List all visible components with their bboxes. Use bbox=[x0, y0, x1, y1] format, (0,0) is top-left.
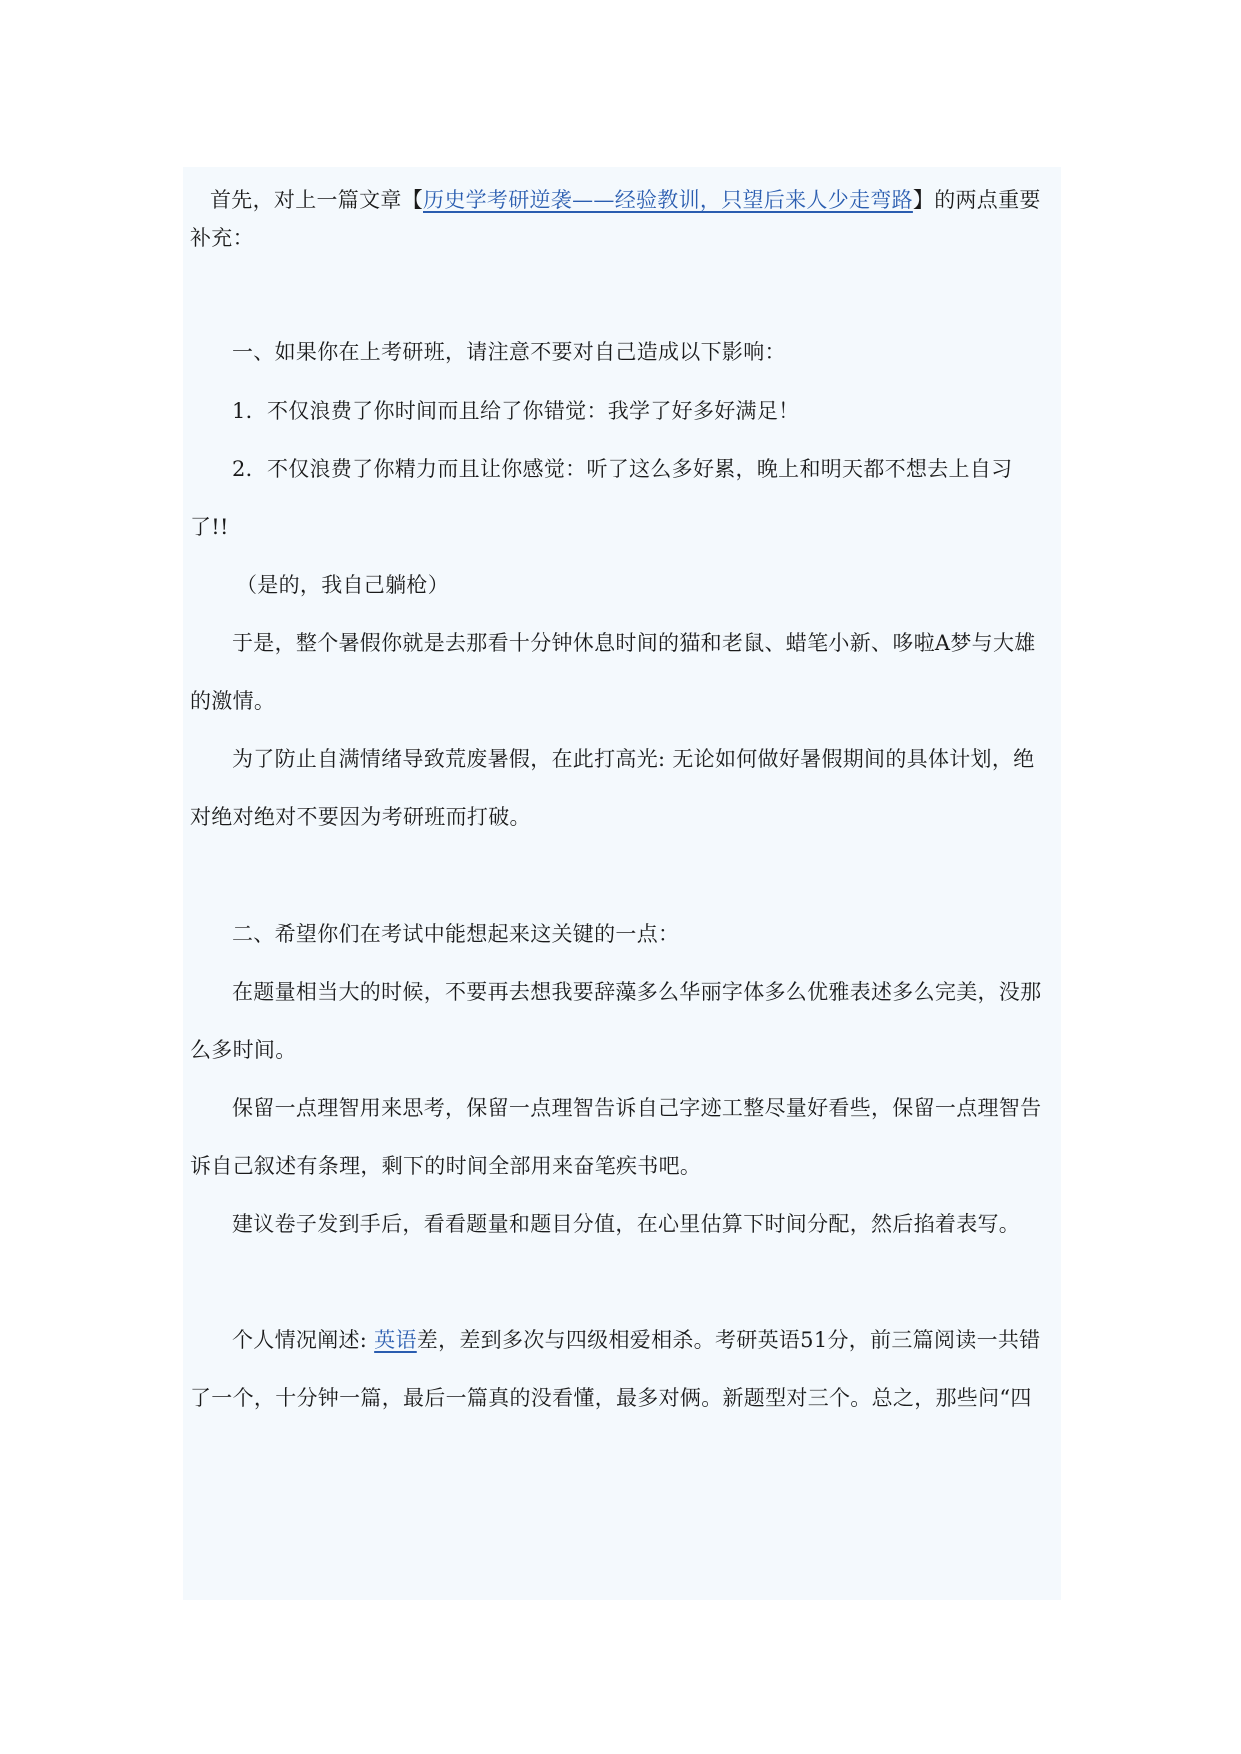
section1-p1-line1: 于是，整个暑假你就是去那看十分钟休息时间的猫和老鼠、蜡笔小新、哆啦A梦与大雄 bbox=[232, 631, 1036, 655]
intro-suffix: 】的两点重要 bbox=[912, 188, 1041, 212]
section2-heading: 二、希望你们在考试中能想起来这关键的一点： bbox=[232, 922, 680, 946]
section2-p3: 建议卷子发到手后，看看题量和题目分值，在心里估算下时间分配，然后掐着表写。 bbox=[232, 1212, 1021, 1236]
personal-prefix: 个人情况阐述: bbox=[232, 1328, 375, 1352]
previous-article-link[interactable]: 历史学考研逆袭——经验教训，只望后来人少走弯路 bbox=[423, 188, 913, 212]
section1-p2-line1: 为了防止自满情绪导致荒废暑假，在此打高光: 无论如何做好暑假期间的具体计划，绝 bbox=[232, 747, 1035, 771]
section1-aside: （是的，我自己躺枪） bbox=[236, 573, 449, 597]
section1-item1: 1．不仅浪费了你时间而且给了你错觉：我学了好多好满足！ bbox=[232, 399, 800, 423]
intro-continuation: 补充： bbox=[190, 226, 254, 250]
section2-p1-line1: 在题量相当大的时候，不要再去想我要辞藻多么华丽字体多么优雅表述多么完美，没那 bbox=[232, 980, 1042, 1004]
intro-prefix: 首先，对上一篇文章【 bbox=[210, 188, 423, 212]
section1-item2-line2: 了!! bbox=[190, 515, 229, 539]
personal-suffix: 差，差到多次与四级相爱相杀。考研英语51分，前三篇阅读一共错 bbox=[416, 1328, 1041, 1352]
english-link[interactable]: 英语 bbox=[374, 1328, 417, 1352]
intro-line bbox=[210, 186, 1041, 214]
section1-heading: 一、如果你在上考研班，请注意不要对自己造成以下影响： bbox=[232, 340, 786, 364]
section2-p2-line1: 保留一点理智用来思考，保留一点理智告诉自己字迹工整尽量好看些，保留一点理智告 bbox=[232, 1096, 1042, 1120]
section1-p1-line2: 的激情。 bbox=[190, 689, 276, 713]
section2-p1-line2: 么多时间。 bbox=[190, 1038, 297, 1062]
section1-item2-line1: 2．不仅浪费了你精力而且让你感觉：听了这么多好累，晚上和明天都不想去上自习 bbox=[232, 457, 1013, 481]
personal-line1 bbox=[232, 1326, 1040, 1354]
section2-p2-line2: 诉自己叙述有条理，剩下的时间全部用来奋笔疾书吧。 bbox=[190, 1154, 702, 1178]
personal-line2: 了一个，十分钟一篇，最后一篇真的没看懂，最多对俩。新题型对三个。总之，那些问“四 bbox=[190, 1386, 1032, 1410]
section1-p2-line2: 对绝对绝对不要因为考研班而打破。 bbox=[190, 805, 531, 829]
